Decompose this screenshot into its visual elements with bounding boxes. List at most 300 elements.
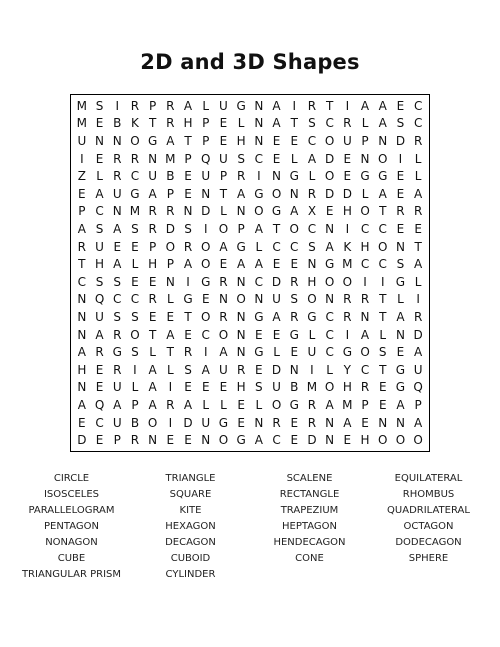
grid-letter: C [325,345,334,360]
grid-letter: Y [343,362,352,377]
grid-letter: A [183,397,193,412]
grid-letter: L [237,116,245,131]
grid-letter: C [130,169,140,184]
word-list-item: TRIANGLE [165,473,216,484]
grid-letter: D [342,186,352,201]
grid-letter: G [395,274,406,289]
grid-letter: M [342,257,353,272]
word-list-item: SPHERE [408,553,449,564]
grid-letter: E [255,327,263,342]
grid-letter: A [254,433,263,448]
grid-letter: T [290,116,298,131]
grid-letter: P [414,397,422,412]
grid-letter: H [236,133,246,148]
grid-letter: L [167,292,174,307]
grid-letter: R [307,186,317,201]
grid-letter: E [95,151,104,166]
grid-letter: I [363,274,367,289]
grid-letter: R [343,309,352,324]
grid-letter: D [77,433,87,448]
grid-letter: I [345,221,350,236]
word-list-item: RECTANGLE [279,489,340,500]
grid-letter: O [324,380,335,395]
grid-letter: A [183,257,193,272]
word-list-item: CIRCLE [53,473,90,484]
grid-letter: E [396,98,405,113]
grid-letter: A [183,98,193,113]
grid-letter: O [413,433,423,448]
grid-letter: A [77,345,86,360]
grid-letter: G [324,257,335,272]
grid-letter: R [183,345,193,360]
grid-letter: E [201,292,210,307]
grid-letter: N [378,133,388,148]
grid-letter: U [112,186,122,201]
grid-letter: E [148,309,157,324]
grid-letter: E [219,257,228,272]
grid-letter: O [130,327,140,342]
grid-letter: Q [201,151,211,166]
word-list [12,471,488,583]
grid-letter: L [290,151,298,166]
grid-letter: L [96,169,103,184]
grid-letter: C [254,151,264,166]
word-list-item: NONAGON [45,537,98,548]
grid-letter: H [342,204,352,219]
grid-letter: L [220,204,227,219]
grid-letter: I [133,362,137,377]
grid-letter: O [271,186,282,201]
grid-letter: M [165,151,176,166]
grid-letter: S [95,274,104,289]
grid-letter: G [271,204,282,219]
grid-letter: O [360,345,370,360]
grid-letter: A [414,345,423,360]
grid-letter: U [201,415,211,430]
grid-letter: E [290,133,299,148]
grid-letter: L [220,397,227,412]
grid-letter: P [202,133,210,148]
grid-letter: E [184,169,192,184]
grid-letter: C [95,204,104,219]
grid-letter: S [131,345,139,360]
grid-letter: Q [94,397,105,412]
grid-letter: N [360,151,370,166]
grid-letter: H [77,362,87,377]
grid-letter: N [325,433,335,448]
grid-letter: E [95,433,104,448]
grid-letter: D [325,186,335,201]
grid-letter: L [149,345,156,360]
grid-letter: Q [413,380,423,395]
grid-letter: E [414,221,422,236]
grid-letter: R [360,292,370,307]
word-list-item: CUBE [57,553,86,564]
grid-letter: I [292,98,297,113]
grid-letter: T [219,186,228,201]
grid-letter: A [414,186,423,201]
grid-letter: R [307,98,317,113]
grid-letter: I [168,415,173,430]
grid-letter: O [289,221,299,236]
grid-letter: L [379,327,387,342]
grid-letter: C [290,239,299,254]
grid-letter: R [183,239,193,254]
grid-letter: A [148,362,157,377]
grid-letter: T [379,292,387,307]
grid-letter: R [113,327,122,342]
grid-letter: S [95,221,104,236]
grid-letter: N [201,433,211,448]
grid-letter: A [254,257,263,272]
grid-letter: G [112,345,122,360]
grid-letter: H [148,257,158,272]
grid-letter: D [271,362,282,377]
grid-letter: G [130,186,140,201]
grid-letter: G [236,433,246,448]
word-list-item: DODECAGON [395,537,462,548]
grid-letter: N [236,345,246,360]
grid-letter: N [254,133,264,148]
grid-letter: E [378,380,387,395]
grid-letter: G [236,239,246,254]
grid-letter: E [113,239,122,254]
grid-letter: N [395,327,405,342]
grid-letter: G [183,292,193,307]
grid-letter: C [413,98,423,113]
grid-letter: C [272,239,281,254]
grid-letter: L [397,292,404,307]
grid-letter: A [290,204,299,219]
grid-letter: E [95,116,104,131]
grid-letter: R [396,204,405,219]
grid-letter: R [148,292,157,307]
grid-letter: E [290,415,299,430]
grid-letter: L [273,345,280,360]
grid-letter: A [148,186,157,201]
grid-letter: L [202,98,210,113]
grid-letter: R [113,362,122,377]
grid-letter: G [289,169,299,184]
grid-letter: S [378,345,387,360]
grid-letter: D [201,204,211,219]
grid-letter: S [131,309,139,324]
grid-letter: A [360,327,370,342]
grid-letter: L [414,169,422,184]
grid-letter: I [203,345,208,360]
grid-letter: I [380,274,385,289]
grid-letter: A [166,133,175,148]
grid-letter: D [307,433,317,448]
grid-letter: U [201,169,211,184]
grid-letter: D [413,327,423,342]
grid-letter: U [219,98,228,113]
grid-letter: O [324,169,335,184]
word-search-grid [73,97,427,449]
grid-letter: G [254,186,264,201]
grid-letter: A [77,221,86,236]
grid-letter: R [219,309,228,324]
grid-letter: G [378,169,388,184]
word-list-item: SQUARE [169,489,212,500]
grid-letter: E [95,362,104,377]
grid-letter: R [166,397,175,412]
grid-letter: A [360,98,370,113]
grid-letter: A [378,116,387,131]
grid-letter: R [272,415,281,430]
grid-letter: H [360,239,370,254]
grid-letter: E [166,433,175,448]
grid-letter: L [131,257,139,272]
grid-letter: C [378,257,387,272]
grid-letter: H [183,116,193,131]
grid-letter: O [271,397,282,412]
grid-letter: T [148,116,157,131]
grid-letter: H [360,433,370,448]
grid-letter: O [324,133,335,148]
grid-letter: Z [77,169,86,184]
grid-letter: A [272,98,281,113]
word-list-item: PARALLELOGRAM [28,505,115,516]
grid-letter: S [113,274,122,289]
grid-letter: S [290,292,299,307]
grid-letter: O [218,327,229,342]
grid-letter: S [308,239,316,254]
grid-letter: E [78,415,86,430]
grid-letter: O [378,239,388,254]
grid-letter: E [396,345,405,360]
grid-letter: G [360,169,370,184]
grid-letter: U [95,239,104,254]
grid-letter: N [236,204,246,219]
grid-letter: T [272,221,281,236]
grid-letter: O [378,151,388,166]
grid-letter: R [290,309,299,324]
grid-letter: N [289,362,299,377]
grid-letter: R [113,151,122,166]
grid-letter: E [95,380,104,395]
grid-letter: U [77,133,87,148]
grid-letter: R [413,204,423,219]
grid-letter: N [77,327,87,342]
grid-letter: B [166,169,175,184]
grid-letter: N [254,98,264,113]
grid-letter: G [236,98,246,113]
grid-letter: N [307,257,317,272]
grid-letter: E [184,327,192,342]
grid-letter: N [395,415,405,430]
grid-letter: T [379,362,387,377]
grid-letter: A [219,239,228,254]
grid-letter: O [254,204,264,219]
grid-letter: N [183,204,193,219]
grid-letter: I [168,380,173,395]
grid-letter: O [236,292,246,307]
grid-letter: C [113,292,122,307]
grid-letter: R [113,169,122,184]
grid-letter: G [254,309,264,324]
grid-letter: I [345,327,350,342]
grid-letter: O [324,274,335,289]
grid-letter: S [308,116,316,131]
grid-letter: N [77,309,87,324]
grid-letter: O [201,257,211,272]
word-list-item: QUADRILATERAL [387,505,470,516]
grid-letter: P [361,397,369,412]
grid-letter: O [378,433,388,448]
grid-letter: R [130,433,140,448]
grid-letter: L [326,362,333,377]
grid-letter: S [396,116,405,131]
grid-letter: C [360,362,370,377]
grid-letter: C [413,116,423,131]
grid-letter: R [290,274,299,289]
grid-letter: L [255,397,263,412]
grid-letter: M [76,98,88,113]
grid-letter: E [396,169,405,184]
grid-letter: E [78,186,86,201]
grid-letter: H [236,380,246,395]
grid-letter: A [148,397,157,412]
grid-letter: E [290,433,299,448]
grid-letter: N [236,274,246,289]
grid-letter: A [414,257,423,272]
grid-letter: E [343,433,352,448]
grid-letter: G [218,415,229,430]
grid-letter: R [360,380,370,395]
grid-letter: C [307,133,317,148]
grid-letter: M [306,380,318,395]
grid-letter: H [95,257,105,272]
grid-letter: N [148,151,158,166]
grid-letter: A [219,345,228,360]
grid-letter: D [165,221,175,236]
grid-letter: A [113,221,122,236]
word-list-item: TRAPEZIUM [280,505,339,516]
grid-letter: E [396,186,405,201]
grid-letter: T [379,309,387,324]
word-list-item: CONE [295,553,324,564]
page-title: 2D and 3D Shapes [140,50,360,74]
grid-letter: U [148,169,158,184]
grid-letter: A [307,151,317,166]
grid-letter: K [131,116,139,131]
grid-letter: A [396,397,405,412]
grid-letter: T [184,309,192,324]
grid-letter: I [398,151,403,166]
grid-letter: R [413,309,423,324]
word-list-item: HENDECAGON [273,537,346,548]
grid-letter: T [184,133,192,148]
word-list-item: CYLINDER [165,569,216,580]
grid-letter: E [201,380,210,395]
grid-letter: O [307,292,317,307]
grid-letter: A [272,309,281,324]
grid-letter: O [342,274,353,289]
grid-letter: I [310,362,314,377]
word-list-item: OCTAGON [403,521,454,532]
grid-letter: G [307,309,317,324]
word-list-item: SCALENE [286,473,333,484]
grid-letter: P [149,98,157,113]
grid-letter: I [203,221,208,236]
grid-letter: U [342,133,352,148]
grid-letter: N [201,186,211,201]
grid-letter: E [237,397,245,412]
grid-letter: N [236,309,246,324]
grid-letter: U [112,415,122,430]
word-list-item: KITE [179,505,202,516]
grid-letter: E [343,169,352,184]
word-list-item: HEXAGON [165,521,216,532]
grid-letter: L [308,327,316,342]
grid-letter: R [236,362,246,377]
grid-letter: A [166,327,175,342]
grid-letter: R [166,204,175,219]
grid-letter: O [165,239,176,254]
grid-letter: G [289,397,299,412]
grid-letter: C [307,221,317,236]
grid-letter: N [254,292,264,307]
grid-letter: R [307,397,317,412]
grid-letter: U [112,380,122,395]
grid-letter: N [77,292,87,307]
grid-letter: U [272,380,281,395]
grid-letter: E [378,397,387,412]
grid-letter: C [95,415,104,430]
grid-letter: N [254,116,264,131]
grid-letter: N [254,415,264,430]
grid-letter: R [343,292,352,307]
grid-letter: E [361,415,369,430]
grid-letter: T [379,204,387,219]
grid-letter: A [113,257,122,272]
grid-letter: I [115,98,120,113]
grid-letter: S [95,98,104,113]
grid-letter: E [184,186,192,201]
grid-letter: N [218,292,228,307]
grid-letter: P [237,221,245,236]
grid-letter: O [201,309,211,324]
grid-letter: P [166,257,174,272]
grid-letter: U [219,151,228,166]
grid-letter: O [147,415,158,430]
grid-letter: C [130,292,140,307]
word-list-item: RHOMBUS [402,489,455,500]
grid-letter: O [218,433,229,448]
grid-letter: A [396,309,405,324]
grid-letter: S [396,257,405,272]
grid-letter: S [237,151,245,166]
grid-letter: P [361,133,369,148]
grid-letter: P [166,186,174,201]
grid-letter: T [78,257,86,272]
grid-letter: Q [94,292,105,307]
grid-letter: G [254,345,264,360]
grid-letter: C [272,433,281,448]
grid-letter: A [325,239,334,254]
grid-letter: L [131,380,139,395]
grid-letter: O [360,204,370,219]
grid-letter: L [202,397,210,412]
grid-letter: I [80,151,84,166]
grid-letter: O [395,433,406,448]
grid-letter: B [130,415,140,430]
grid-letter: G [147,133,158,148]
grid-letter: N [325,221,335,236]
grid-letter: E [184,433,192,448]
grid-letter: L [167,362,174,377]
